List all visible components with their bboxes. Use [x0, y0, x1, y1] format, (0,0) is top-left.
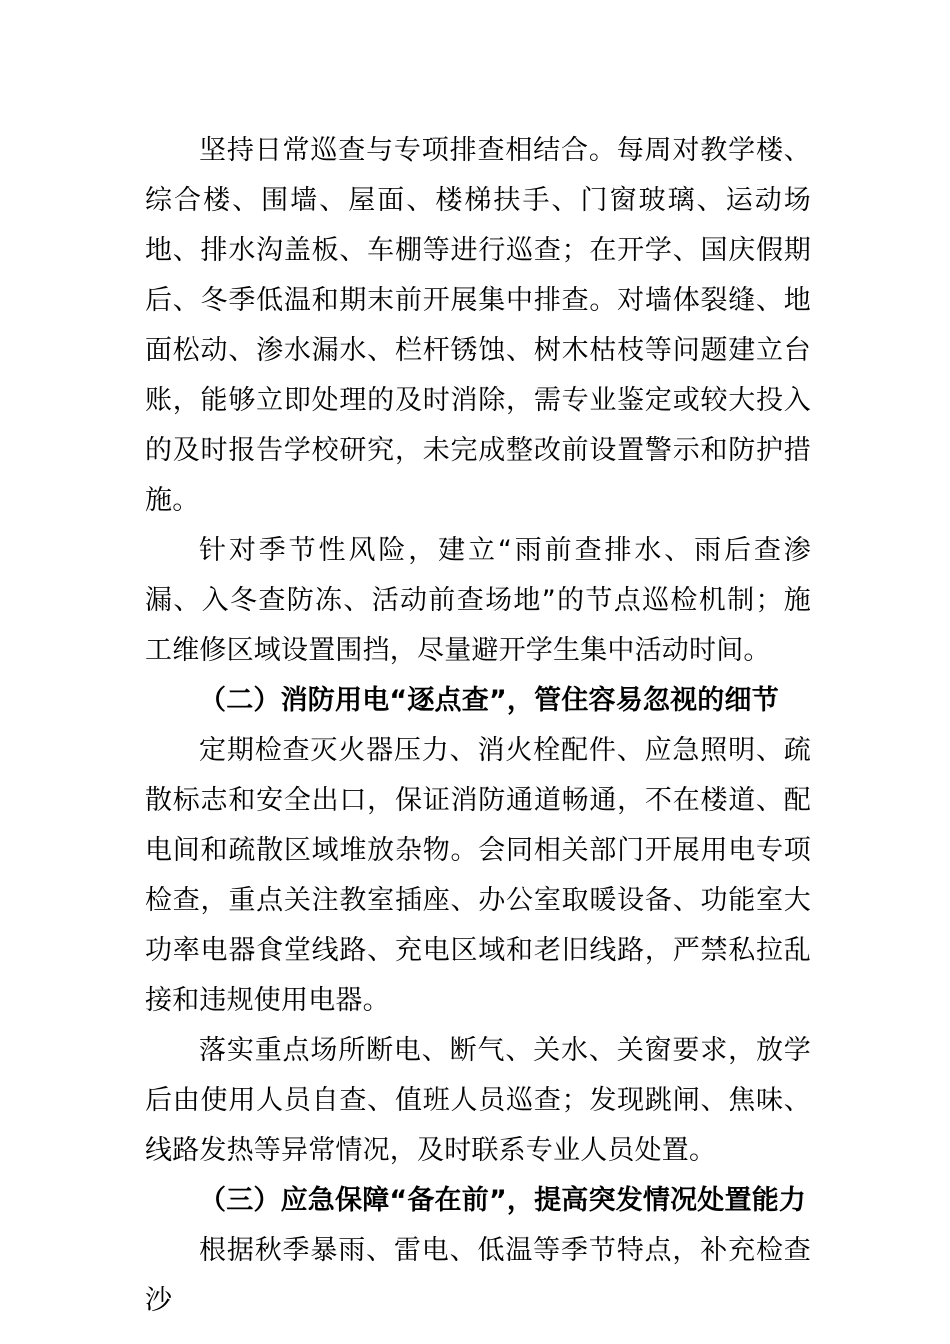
paragraph-seasonal-risk: 针对季节性风险，建立“雨前查排水、雨后查渗漏、入冬查防冻、活动前查场地”的节点巡检机制；施工维修区域设置围挡，尽量避开学生集中活动时间。 — [145, 535, 811, 666]
paragraph-power-off: 落实重点场所断电、断气、关水、关窗要求，放学后由使用人员自查、值班人员巡查；发现跳闸、焦味、线路发热等异常情况，及时联系专业人员处置。 — [145, 1035, 811, 1166]
paragraph-daily-inspection: 坚持日常巡查与专项排查相结合。每周对教学楼、综合楼、围墙、屋面、楼梯扶手、门窗玻璃、运动场地、排水沟盖板、车棚等进行巡查；在开学、国庆假期后、冬季低温和期末前开展集中排查。对墙体裂缝、地面松动、渗水漏水、栏杆锈蚀、树木枯枝等问题建立台账，能够立即处理的及时消除，需专业鉴定或较大投入的及时报告学校研究，未完成整改前设置警示和防护措施。 — [145, 135, 811, 516]
section-heading-fire-electric: （二）消防用电“逐点查”，管住容易忽视的细节 — [199, 685, 779, 716]
section-heading-emergency: （三）应急保障“备在前”，提高突发情况处置能力 — [199, 1185, 807, 1216]
paragraph-emergency-supplies: 根据秋季暴雨、雷电、低温等季节特点，补充检查沙 — [145, 1235, 811, 1316]
paragraph-fire-check: 定期检查灭火器压力、消火栓配件、应急照明、疏散标志和安全出口，保证消防通道畅通，不在楼道、配电间和疏散区域堆放杂物。会同相关部门开展用电专项检查，重点关注教室插座、办公室取暖设备、功能室大功率电器食堂线路、充电区域和老旧线路，严禁私拉乱接和违规使用电器。 — [145, 735, 811, 1016]
document-page — [145, 126, 811, 1326]
